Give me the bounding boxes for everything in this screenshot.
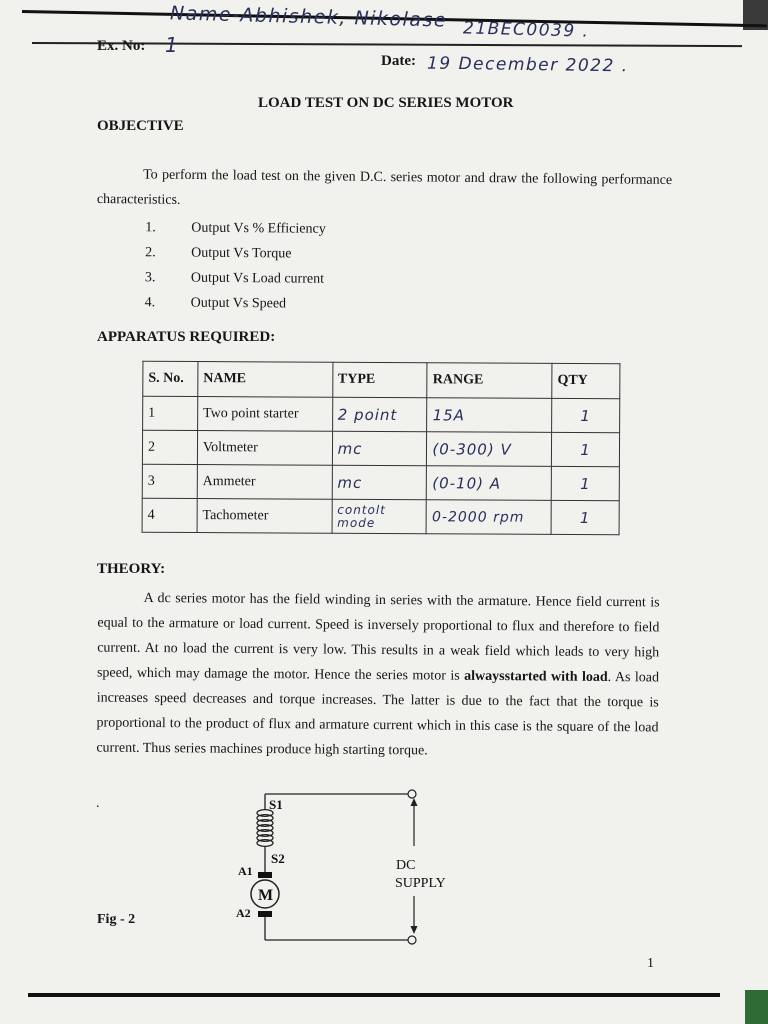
list-number: 4. [144,294,156,310]
column-header: NAME [198,362,333,398]
cell-range: (0-10) A [427,466,552,501]
theory-text: A dc series motor has the field winding in series with the armature. Hence field current is equal to the armature or load current. Speed is inversely proportional to flux and therefore to field current. At no load the current is very low. This results in a weak field which leads to very high speed, which may damage the motor. Hence the series motor is [96,590,660,684]
list-text: Output Vs Speed [190,295,287,311]
cell-name: Ammeter [197,465,332,500]
table-header-row [143,361,620,398]
s2-label: S2 [271,851,285,866]
field-winding-coil [257,810,273,847]
table-row [142,464,619,500]
arrow-down-icon [411,926,418,934]
list-text: Output Vs Torque [191,245,292,261]
cell-sno: 4 [142,498,197,532]
scan-edge-shadow [745,990,768,1024]
list-text: Output Vs Load current [190,270,325,287]
cell-range: 15A [427,398,552,433]
supply-label: SUPPLY [395,876,446,891]
list-item [145,265,326,292]
figure-label: Fig - 2 [97,912,136,927]
list-number: 3. [144,269,156,285]
motor-label: M [258,887,274,904]
dc-label: DC [396,858,416,873]
list-number: 1. [145,219,156,235]
column-header: RANGE [427,363,552,399]
cell-name: Tachometer [197,499,332,534]
table-row [142,430,619,466]
s1-label: S1 [269,797,283,812]
cell-type: 2 point [332,397,427,431]
column-header: TYPE [332,362,427,397]
apparatus-heading: APPARATUS REQUIRED: [97,329,276,345]
a1-label: A1 [238,864,253,878]
roll-number: 21BEC0039 . [462,18,590,42]
list-item [145,240,326,267]
cell-type: contolt mode [332,499,427,533]
table-row [143,396,620,432]
cell-qty: 1 [552,398,620,432]
column-header: QTY [552,363,620,398]
theory-paragraph [96,586,660,766]
ex-no-label: Ex. No: [97,38,146,54]
ex-no-value: 1 [165,33,180,57]
cell-type: mc [332,431,427,465]
brush-a2 [258,911,272,917]
page-number: 1 [647,956,654,971]
theory-text: . As load increases speed decreases and torque increases. The latter is due to the fact that the torque is proportional to the product of flux and armature current which in this case is the square of the load current. Thus series machines produce high starting torque. [96,670,660,759]
supply-terminal-top [408,790,416,798]
date-value: 19 December 2022 . [426,53,629,77]
objective-text [97,162,672,218]
footer-rule [28,993,720,997]
stray-mark: . [96,796,100,811]
cell-qty: 1 [552,432,620,466]
objective-heading: OBJECTIVE [97,118,184,134]
date-label: Date: [381,53,416,69]
list-item [145,290,326,317]
column-header: S. No. [143,361,198,396]
student-name: Name-Abhishek, Nikolase [169,2,448,32]
cell-type: mc [332,465,427,499]
cell-qty: 1 [551,500,619,534]
cell-sno: 1 [143,396,198,430]
list-text: Output Vs % Efficiency [191,220,326,237]
a2-label: A2 [236,906,251,920]
dc-series-motor-circuit [220,780,460,955]
cell-qty: 1 [551,466,619,500]
cell-name: Voltmeter [197,431,332,466]
theory-heading: THEORY: [97,561,166,577]
list-number: 2. [145,244,156,260]
arrow-up-icon [411,798,418,806]
cell-name: Two point starter [197,397,332,432]
cell-sno: 3 [142,464,197,498]
cell-range: (0-300) V [427,432,552,467]
table-row [142,498,619,534]
theory-emphasis: alwaysstarted with load [464,668,608,686]
characteristics-list [145,215,326,317]
supply-terminal-bottom [408,936,416,944]
objective-sentence: To perform the load test on the given D.C. series motor and draw the following performance characteristics. [96,167,673,208]
brush-a1 [258,872,272,878]
list-item [145,215,326,242]
cell-sno: 2 [142,430,197,464]
page-title: LOAD TEST ON DC SERIES MOTOR [258,95,514,111]
cell-range: 0-2000 rpm [426,500,551,535]
apparatus-table [142,361,621,536]
